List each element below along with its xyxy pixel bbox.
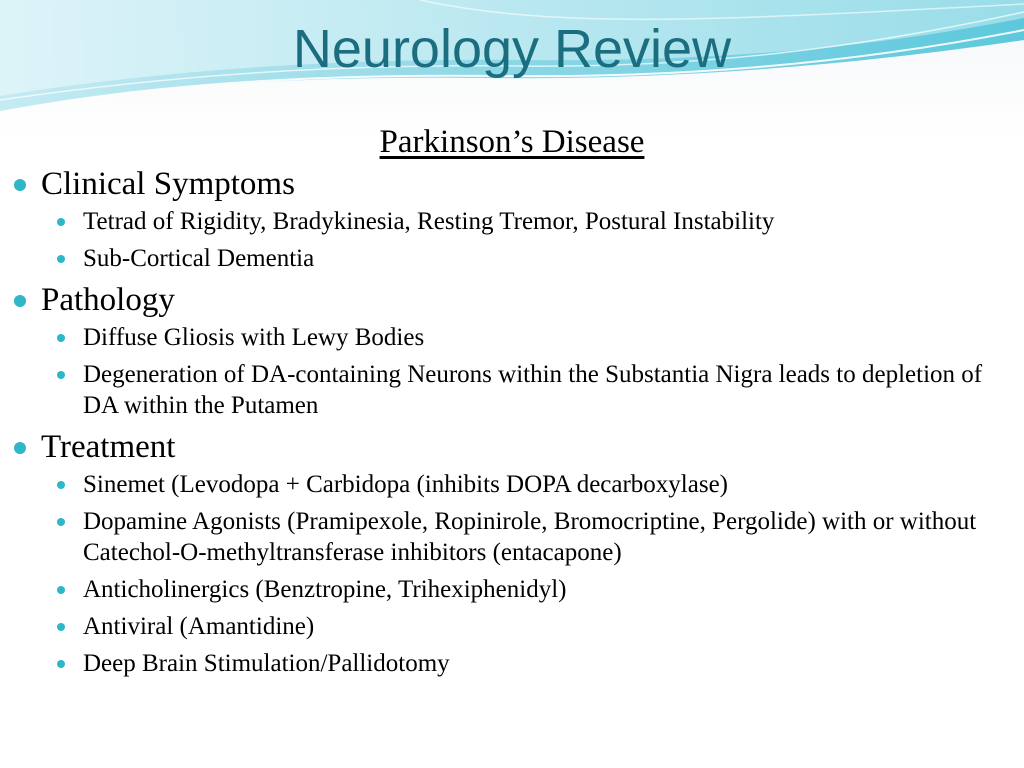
list-item <box>0 206 1024 237</box>
sub-list <box>0 469 1024 679</box>
list-item-text: Deep Brain Stimulation/Pallidotomy <box>83 650 450 677</box>
slide-subtitle: Parkinson’s Disease <box>379 124 645 160</box>
list-item <box>0 574 1024 605</box>
bullet-icon <box>57 255 65 263</box>
section-heading <box>0 427 1024 467</box>
bullet-icon <box>57 586 65 594</box>
outline <box>0 164 1024 679</box>
section-heading <box>0 280 1024 320</box>
list-item <box>0 506 1024 568</box>
bullet-icon <box>14 179 26 191</box>
sub-list <box>0 206 1024 274</box>
slide-title: Neurology Review <box>292 19 732 79</box>
bullet-icon <box>57 334 65 342</box>
bullet-icon <box>14 442 26 454</box>
list-item-text: Degeneration of DA-containing Neurons within the Substantia Nigra leads to depletion of DA within the Putamen <box>83 361 983 419</box>
list-item-text: Sub-Cortical Dementia <box>83 245 315 272</box>
bullet-icon <box>57 623 65 631</box>
list-item-text: Tetrad of Rigidity, Bradykinesia, Resting Tremor, Postural Instability <box>83 208 775 235</box>
sub-list <box>0 322 1024 421</box>
section-heading-text: Pathology <box>41 282 175 318</box>
bullet-icon <box>57 218 65 226</box>
list-item <box>0 469 1024 500</box>
list-item <box>0 611 1024 642</box>
section-heading-text: Treatment <box>41 429 176 465</box>
list-item-text: Anticholinergics (Benztropine, Trihexiphenidyl) <box>83 576 567 603</box>
list-item-text: Diffuse Gliosis with Lewy Bodies <box>83 324 425 351</box>
section-pathology <box>0 280 1024 421</box>
list-item <box>0 322 1024 353</box>
bullet-icon <box>14 295 26 307</box>
list-item-text: Antiviral (Amantidine) <box>83 613 315 640</box>
bullet-icon <box>57 660 65 668</box>
section-clinical-symptoms <box>0 164 1024 274</box>
list-item <box>0 359 1024 421</box>
bullet-icon <box>57 481 65 489</box>
bullet-icon <box>57 518 65 526</box>
list-item-text: Dopamine Agonists (Pramipexole, Ropinirole, Bromocriptine, Pergolide) with or without Catechol-O-methyltransferase inhibitors (entacapone) <box>83 508 977 566</box>
list-item-text: Sinemet (Levodopa + Carbidopa (inhibits DOPA decarboxylase) <box>83 471 728 498</box>
section-heading-text: Clinical Symptoms <box>41 166 295 202</box>
section-heading <box>0 164 1024 204</box>
list-item <box>0 243 1024 274</box>
section-treatment <box>0 427 1024 679</box>
list-item <box>0 648 1024 679</box>
slide-content <box>0 122 1024 685</box>
bullet-icon <box>57 371 65 379</box>
